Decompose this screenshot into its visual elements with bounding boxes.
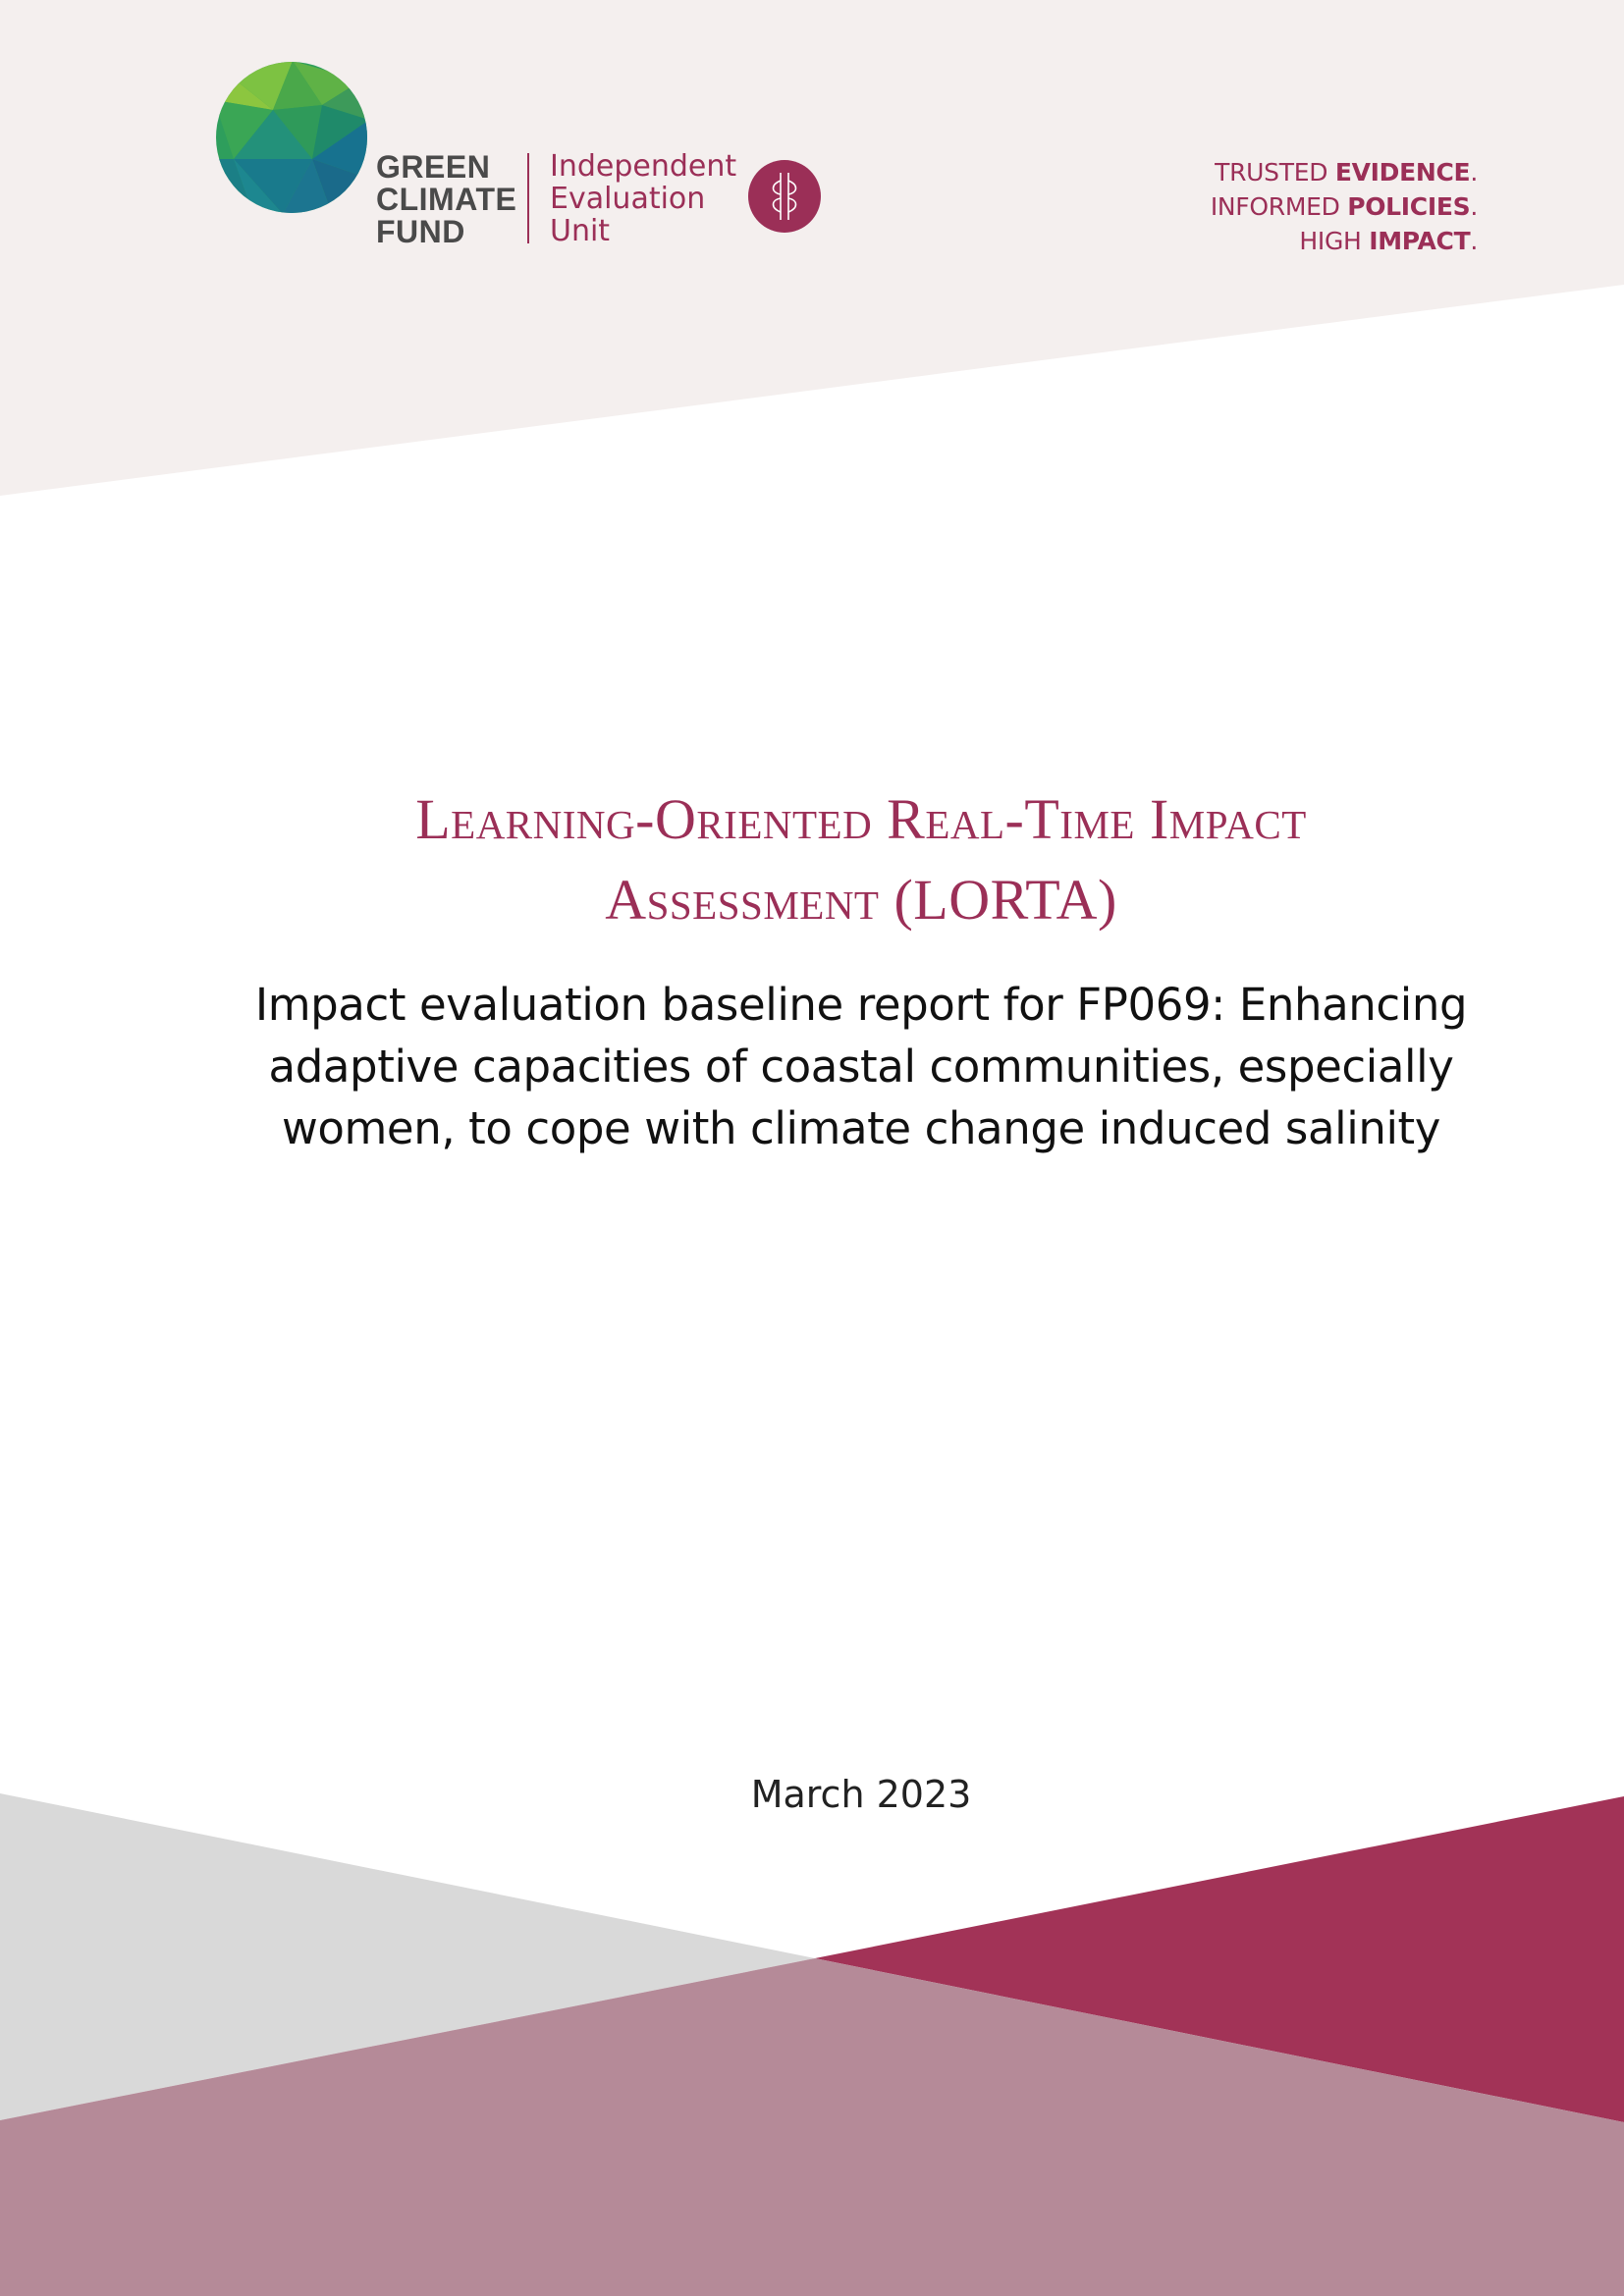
tagline-2-end: . [1470, 192, 1478, 221]
tagline-line-2 [1211, 189, 1478, 224]
tagline-3-bold: IMPACT [1369, 227, 1471, 255]
ieu-wordmark [550, 150, 736, 247]
tagline-2-bold: POLICIES [1347, 192, 1471, 221]
report-date: March 2023 [750, 1773, 972, 1816]
gcf-wordmark [376, 151, 516, 248]
tagline [1211, 155, 1478, 258]
gcf-wordmark-line-1: GREEN [376, 149, 491, 185]
tagline-2-plain: INFORMED [1210, 192, 1348, 221]
tagline-1-end: . [1470, 158, 1478, 187]
tagline-3-end: . [1470, 227, 1478, 255]
gcf-wordmark-line-2: CLIMATE [376, 182, 517, 217]
ieu-seal-icon [747, 159, 822, 234]
tagline-line-3 [1211, 224, 1478, 258]
tagline-3-plain: HIGH [1299, 227, 1370, 255]
logo-divider [527, 153, 529, 243]
report-title-line-1: Learning-Oriented Real-Time Impact [415, 787, 1307, 851]
ieu-wordmark-line-1: Independent [550, 149, 737, 184]
report-subtitle-line-1: Impact evaluation baseline report for FP069: Enhancing [254, 979, 1468, 1031]
ieu-wordmark-line-2: Evaluation [550, 182, 706, 216]
report-subtitle [177, 974, 1545, 1159]
report-title-line-2: Assessment (LORTA) [605, 868, 1117, 932]
tagline-1-plain: TRUSTED [1215, 158, 1335, 187]
report-title [196, 779, 1526, 940]
report-subtitle-line-2: adaptive capacities of coastal communities, especially [268, 1041, 1454, 1093]
tagline-line-1 [1211, 155, 1478, 189]
gcf-globe-logo [214, 61, 369, 214]
gcf-wordmark-line-3: FUND [376, 214, 465, 249]
ieu-wordmark-line-3: Unit [550, 214, 611, 248]
report-subtitle-line-3: women, to cope with climate change induced salinity [281, 1102, 1441, 1154]
tagline-1-bold: EVIDENCE [1334, 158, 1471, 187]
